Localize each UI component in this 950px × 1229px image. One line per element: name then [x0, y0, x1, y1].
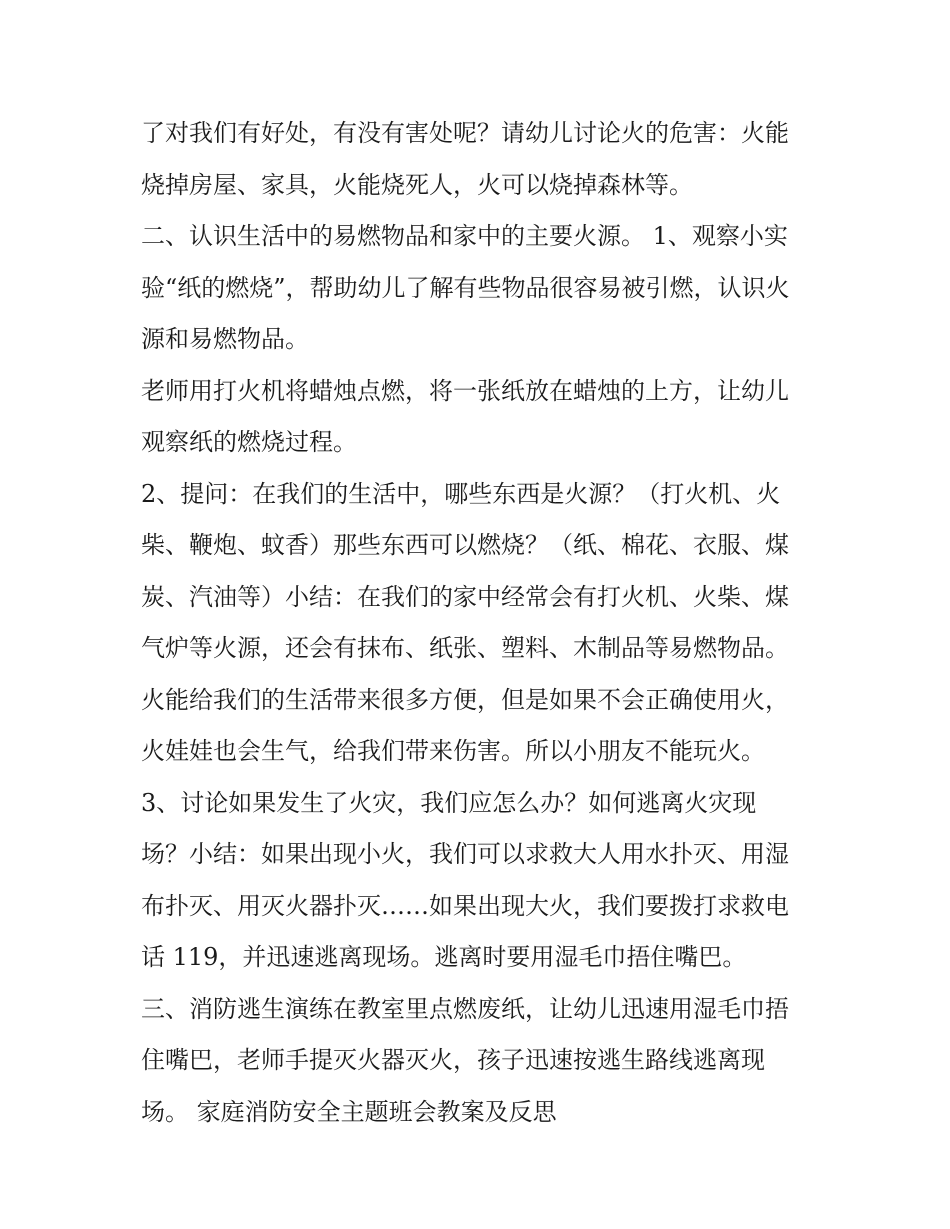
text-line: 气炉等火源，还会有抹布、纸张、塑料、木制品等易燃物品。: [141, 634, 789, 662]
text-line: 烧掉房屋、家具，火能烧死人，火可以烧掉森林等。: [141, 170, 693, 199]
text-line: 布扑灭、用灭火器扑灭……如果出现大火，我们要拨打求救电: [141, 891, 789, 920]
text-line: 三、消防逃生演练在教室里点燃废纸，让幼儿迅速用湿毛巾捂: [141, 994, 789, 1023]
text-line: 场？小结：如果出现小火，我们可以求救大人用水扑灭、用湿: [141, 840, 789, 868]
document-body: [141, 108, 821, 1138]
text-line: 火娃娃也会生气，给我们带来伤害。所以小朋友不能玩火。: [141, 737, 765, 765]
text-line: 源和易燃物品。: [141, 325, 309, 353]
text-line: 观察纸的燃烧过程。: [141, 428, 357, 456]
text-line: 2、提问：在我们的生活中，哪些东西是火源？（打火机、火: [141, 479, 781, 508]
text-line: 话 119，并迅速逃离现场。逃离时要用湿毛巾捂住嘴巴。: [141, 943, 747, 971]
text-line: 火能给我们的生活带来很多方便，但是如果不会正确使用火，: [141, 685, 789, 714]
text-line: 柴、鞭炮、蚊香）那些东西可以燃烧？（纸、棉花、衣服、煤: [141, 531, 789, 559]
text-line: 二、认识生活中的易燃物品和家中的主要火源。 1、观察小实: [141, 222, 788, 250]
text-line: 验“纸的燃烧”，帮助幼儿了解有些物品很容易被引燃，认识火: [141, 273, 790, 302]
text-line: 老师用打火机将蜡烛点燃，将一张纸放在蜡烛的上方，让幼儿: [141, 376, 789, 405]
text-line: 炭、汽油等）小结：在我们的家中经常会有打火机、火柴、煤: [141, 582, 789, 611]
text-line: 3、讨论如果发生了火灾，我们应怎么办？如何逃离火灾现: [141, 788, 757, 817]
text-line: 住嘴巴，老师手提灭火器灭火，孩子迅速按逃生路线逃离现: [141, 1046, 765, 1074]
text-line: 场。 家庭消防安全主题班会教案及反思: [141, 1097, 557, 1126]
text-line: 了对我们有好处，有没有害处呢？请幼儿讨论火的危害：火能: [141, 119, 789, 147]
